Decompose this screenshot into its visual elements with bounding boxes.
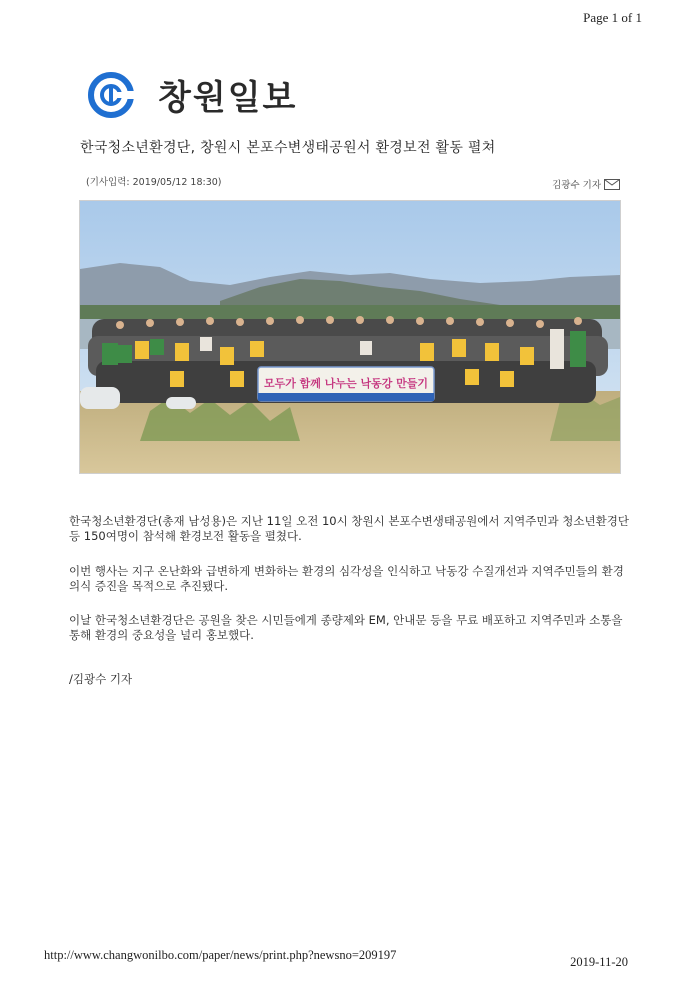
photo-banner (258, 367, 434, 401)
changwon-ilbo-logo-icon (88, 72, 134, 118)
article-paragraph: 이번 행사는 지구 온난화와 급변하게 변화하는 환경의 심각성을 인식하고 낙동강 수질개선과 지역주민들의 환경의식 증진을 목적으로 추진됐다. (69, 564, 624, 593)
masthead-name: 창원일보 (158, 78, 298, 118)
reporter-name: 김광수 기자 (552, 180, 601, 191)
article-paragraph: 이날 한국청소년환경단은 공원을 찾은 시민들에게 종량제와 EM, 안내문 등을 무료 배포하고 지역주민과 소통을 통해 환경의 중요성을 널리 홍보했다. (69, 613, 623, 642)
masthead (88, 70, 297, 119)
article-paragraph: 한국청소년환경단(총재 남성용)은 지난 11일 오전 10시 창원시 본포수변생태공원에서 지역주민과 청소년환경단 등 150여명이 참석해 환경보전 활동을 펼쳤다. (69, 514, 629, 543)
photo-banner-text: 모두가 함께 나누는 낙동강 만들기 (263, 377, 429, 390)
footer-print-date: 2019-11-20 (570, 955, 628, 969)
article-photo (79, 200, 621, 474)
reporter-byline (552, 177, 620, 191)
article-input-date: (기사입력: 2019/05/12 18:30) (86, 177, 222, 188)
article-signoff: /김광수 기자 (69, 672, 133, 686)
page-counter: Page 1 of 1 (583, 10, 642, 25)
footer-print-url: http://www.changwonilbo.com/paper/news/print.php?newsno=209197 (44, 948, 397, 962)
article-headline: 한국청소년환경단, 창원시 본포수변생태공원서 환경보전 활동 펼쳐 (80, 140, 496, 156)
email-icon[interactable] (604, 179, 620, 190)
